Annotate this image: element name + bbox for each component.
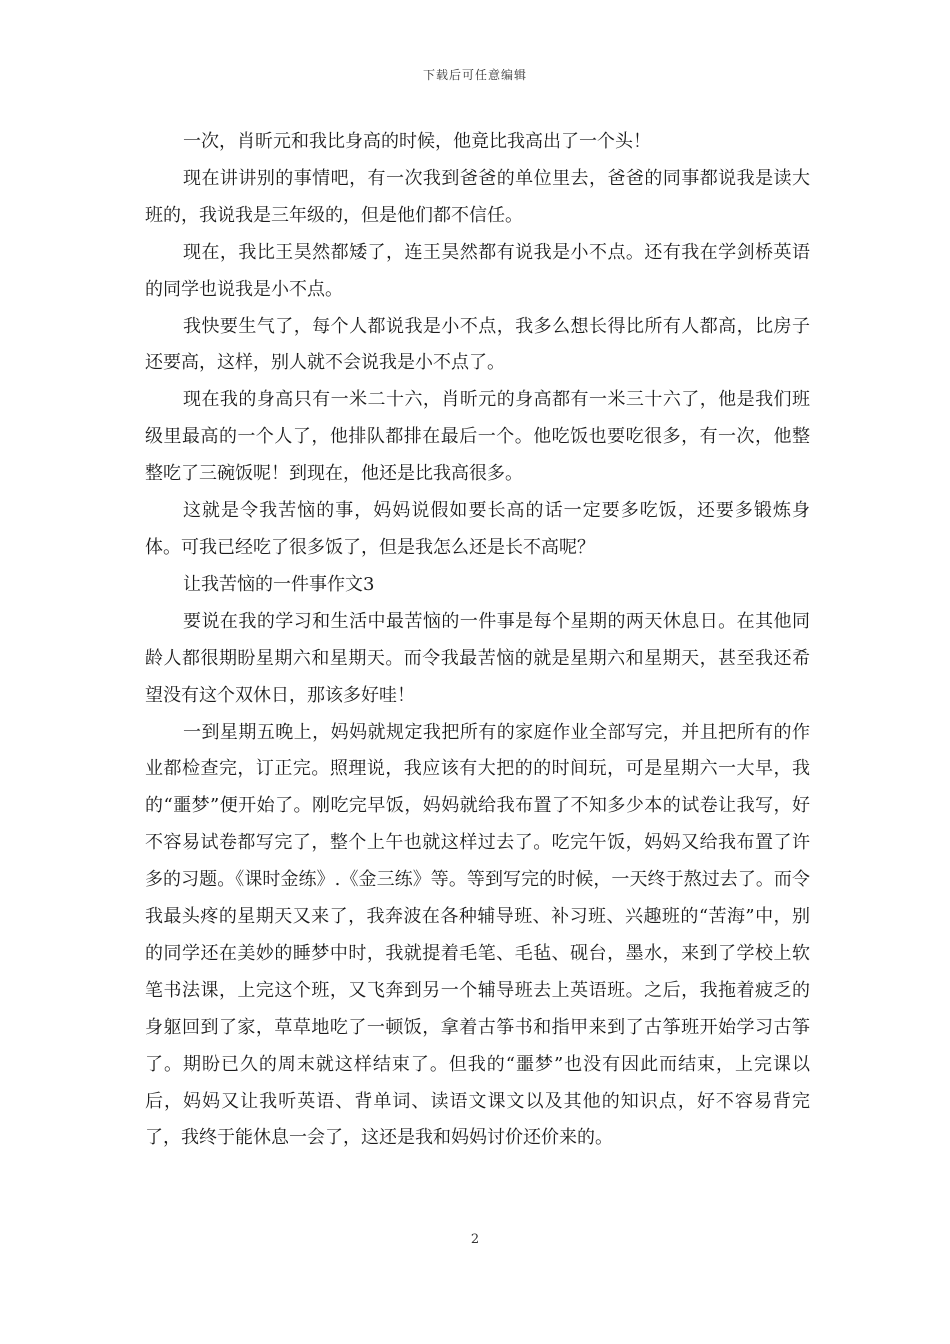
paragraph: 一次，肖昕元和我比身高的时候，他竟比我高出了一个头！ — [183, 131, 651, 152]
paragraph: 现在讲讲别的事情吧，有一次我到爸爸的单位里去，爸爸的同事都说我是读大班的，我说我是三年级的，但是他们都不信任。 — [145, 167, 810, 226]
paragraph: 要说在我的学习和生活中最苦恼的一件事是每个星期的两天休息日。在其他同龄人都很期盼星期六和星期天。而令我最苦恼的就是星期六和星期天，甚至我还希望没有这个双休日，那该多好哇！ — [145, 610, 810, 706]
page-header: 下载后可任意编辑 — [422, 68, 527, 82]
paragraph: 现在我的身高只有一米二十六，肖昕元的身高都有一米三十六了，他是我们班级里最高的一个人了，他排队都排在最后一个。他吃饭也要吃很多，有一次，他整整吃了三碗饭呢！到现在，他还是比我高很多。 — [145, 389, 810, 485]
paragraph: 我快要生气了，每个人都说我是小不点，我多么想长得比所有人都高，比房子还要高，这样，别人就不会说我是小不点了。 — [145, 315, 810, 374]
paragraph: 现在，我比王昊然都矮了，连王昊然都有说我是小不点。还有我在学剑桥英语的同学也说我是小不点。 — [145, 241, 810, 300]
paragraph: 一到星期五晚上，妈妈就规定我把所有的家庭作业全部写完，并且把所有的作业都检查完，订正完。照理说，我应该有大把的的时间玩，可是星期六一大早，我的“噩梦”便开始了。刚吃完早饭，妈妈就给我布置了不知多少本的试卷让我写，好不容易试卷都写完了，整个上午也就这样过去了。吃完午饭，妈妈又给我布置了许多的习题。《课时金练》.《金三练》等。等到写完的时候，一天终于熬过去了。而令我最头疼的星期天又来了，我奔波在各种辅导班、补习班、兴趣班的“苦海”中，别的同学还在美妙的睡梦中时，我就提着毛笔、毛毡、砚台，墨水，来到了学校上软笔书法课，上完这个班，又飞奔到另一个辅导班去上英语班。之后，我拖着疲乏的身躯回到了家，草草地吃了一顿饭，拿着古筝书和指甲来到了古筝班开始学习古筝了。期盼已久的周末就这样结束了。但我的“噩梦”也没有因此而结束，上完课以后，妈妈又让我听英语、背单词、读语文课文以及其他的知识点，好不容易背完了，我终于能休息一会了，这还是我和妈妈讨价还价来的。 — [145, 721, 810, 1149]
paragraph: 这就是令我苦恼的事，妈妈说假如要长高的话一定要多吃饭，还要多锻炼身体。可我已经吃了很多饭了，但是我怎么还是长不高呢？ — [145, 500, 810, 558]
section-title: 让我苦恼的一件事作文3 — [183, 573, 375, 595]
page-number: 2 — [470, 1232, 480, 1247]
document-body — [145, 124, 810, 1157]
